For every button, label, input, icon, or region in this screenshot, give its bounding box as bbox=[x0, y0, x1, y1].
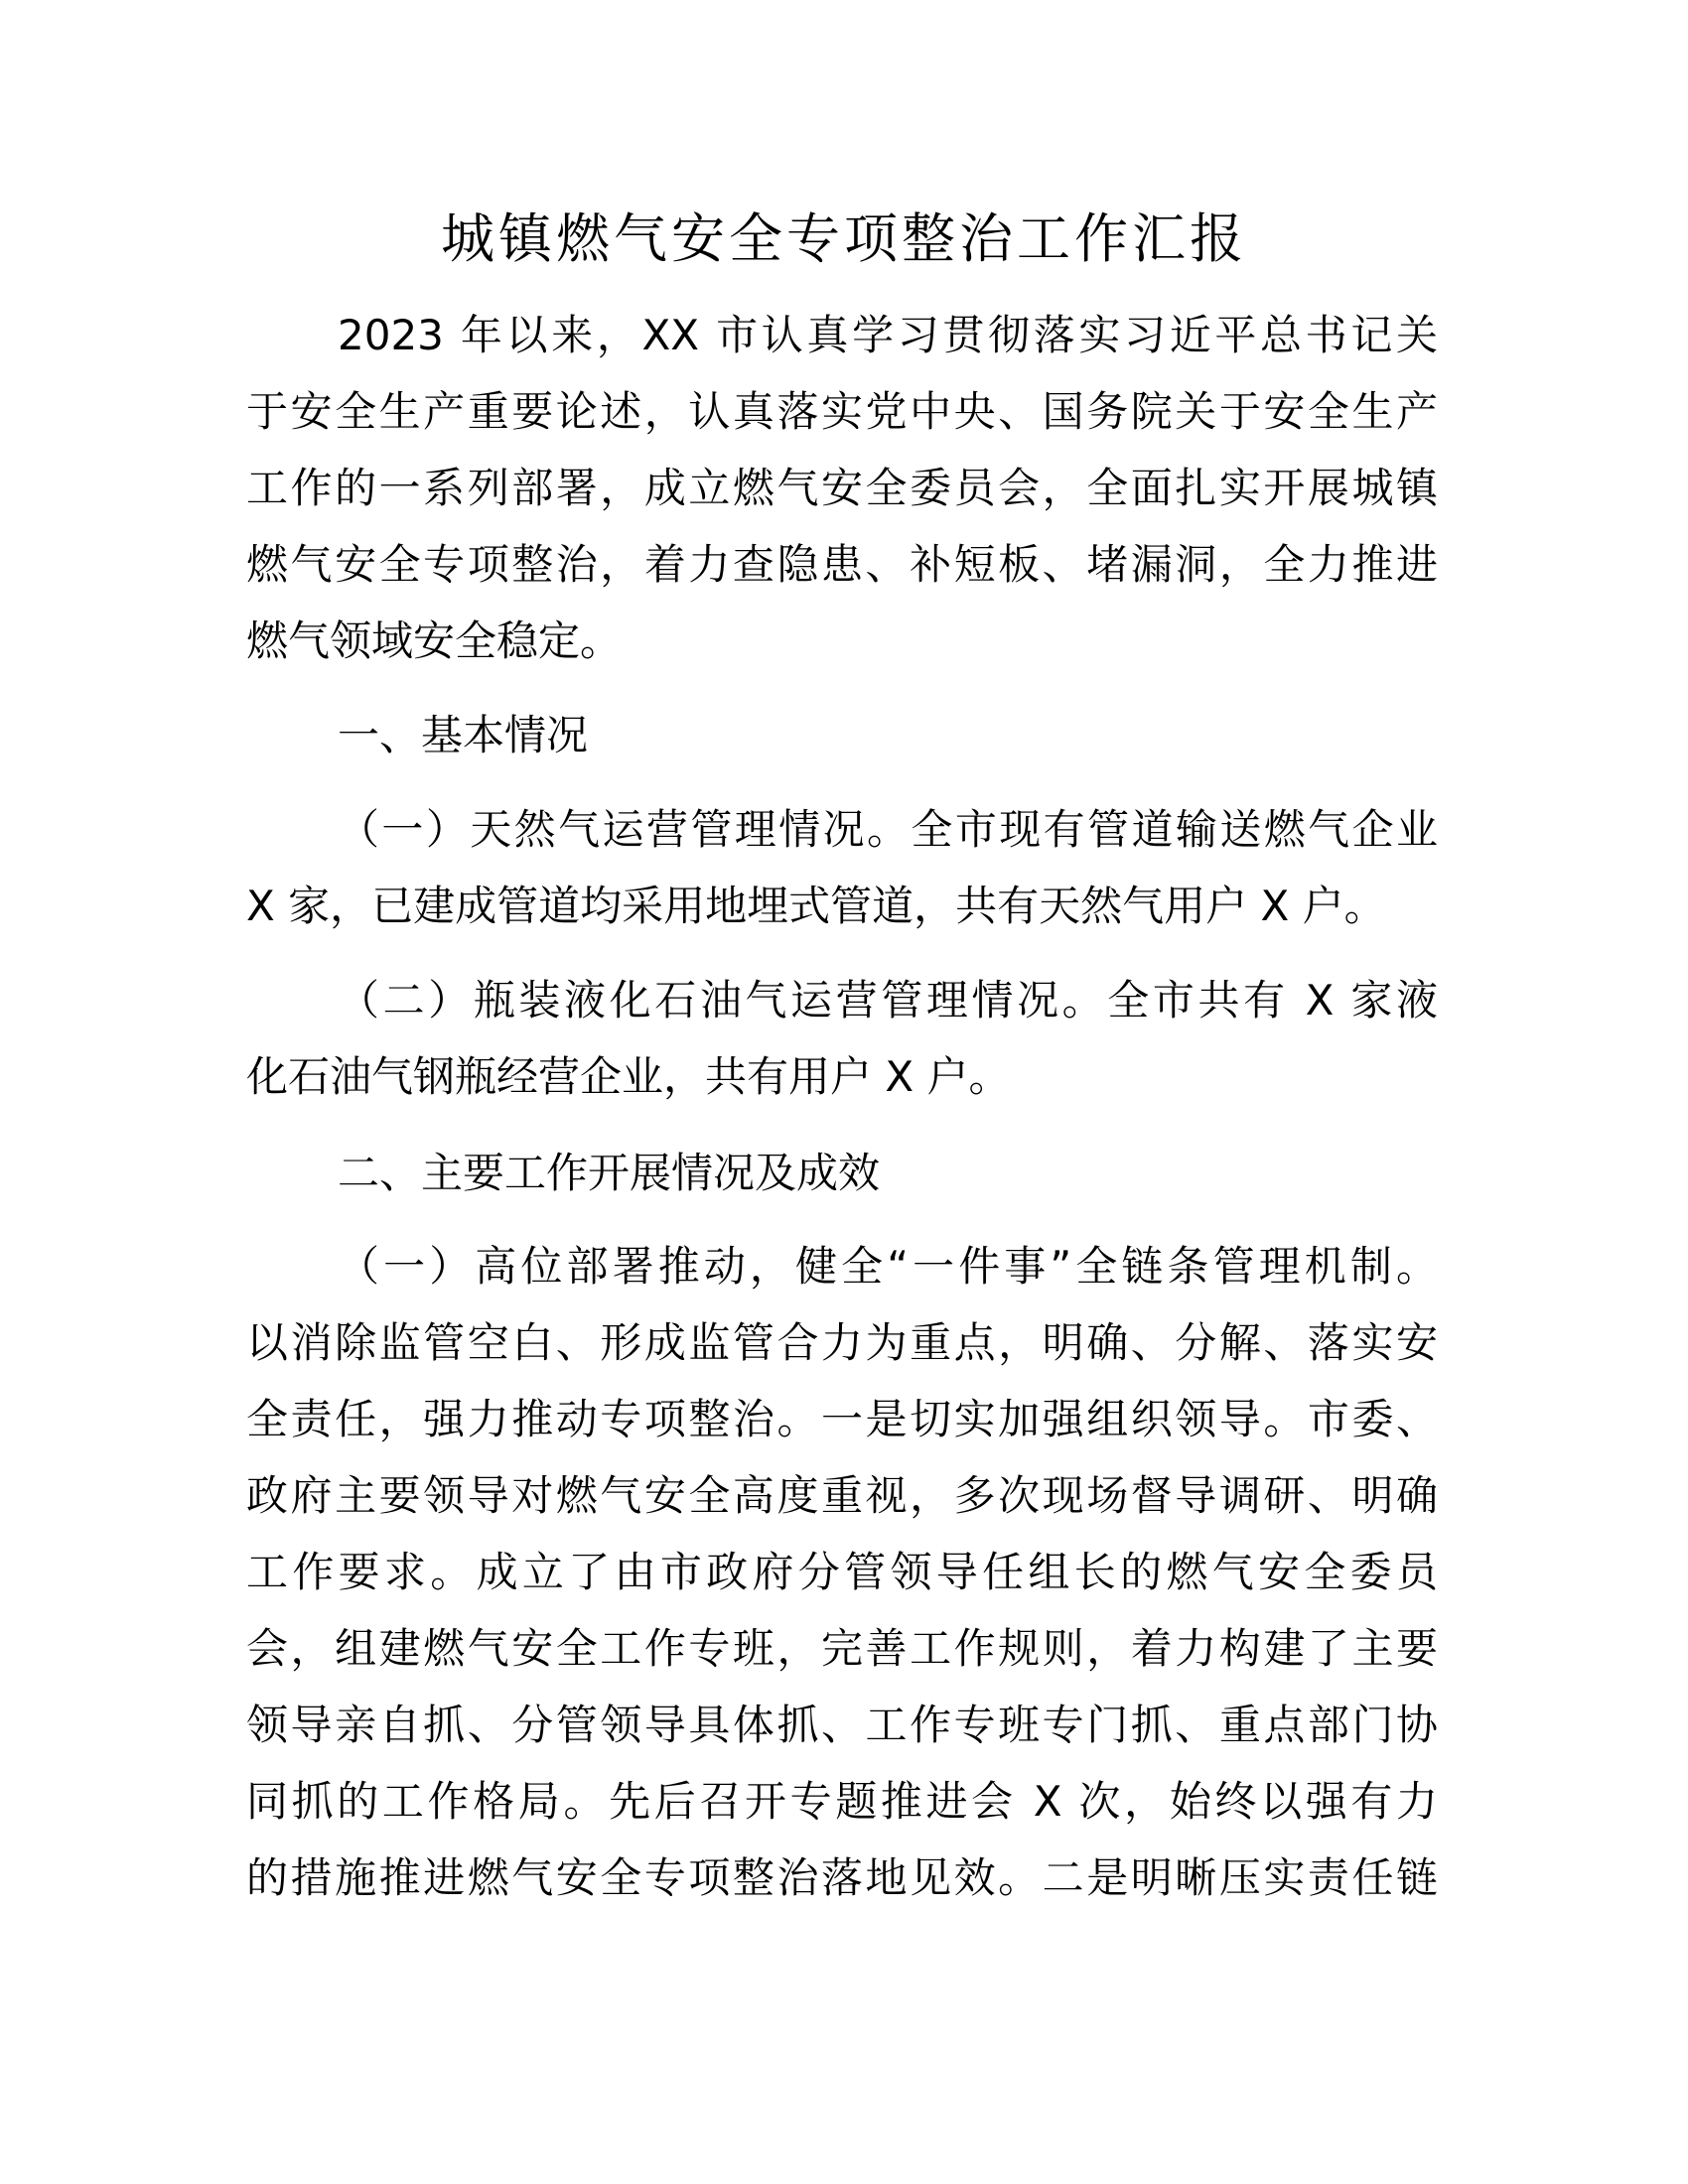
document-title: 城镇燃气安全专项整治工作汇报 bbox=[441, 207, 1247, 270]
body-paragraph-line: 政府主要领导对燃气安全高度重视，多次现场督导调研、明确 bbox=[246, 1471, 1438, 1520]
intro-paragraph-line: 工作的一系列部署，成立燃气安全委员会，全面扎实开展城镇 bbox=[246, 464, 1438, 512]
body-paragraph-line: （一）天然气运营管理情况。全市现有管道输送燃气企业 bbox=[338, 805, 1438, 854]
body-paragraph-line: 化石油气钢瓶经营企业，共有用户 X 户。 bbox=[246, 1052, 1011, 1101]
body-paragraph-line: 工作要求。成立了由市政府分管领导任组长的燃气安全委员 bbox=[246, 1548, 1438, 1596]
intro-paragraph-line: 于安全生产重要论述，认真落实党中央、国务院关于安全生产 bbox=[246, 387, 1438, 436]
body-paragraph-line: X 家，已建成管道均采用地埋式管道，共有天然气用户 X 户。 bbox=[246, 882, 1386, 930]
intro-paragraph-line: 燃气安全专项整治，着力查隐患、补短板、堵漏洞，全力推进 bbox=[246, 540, 1438, 589]
body-paragraph-line: （一）高位部署推动，健全“一件事”全链条管理机制。 bbox=[338, 1242, 1438, 1291]
body-paragraph-line: 同抓的工作格局。先后召开专题推进会 X 次，始终以强有力 bbox=[246, 1777, 1438, 1826]
body-paragraph-line: 领导亲自抓、分管领导具体抓、工作专班专门抓、重点部门协 bbox=[246, 1701, 1438, 1749]
body-paragraph-line: 以消除监管空白、形成监管合力为重点，明确、分解、落实安 bbox=[246, 1318, 1438, 1367]
section-heading-basic-situation: 一、基本情况 bbox=[338, 711, 589, 759]
body-paragraph-line: 全责任，强力推动专项整治。一是切实加强组织领导。市委、 bbox=[246, 1395, 1438, 1443]
body-paragraph-line: （二）瓶装液化石油气运营管理情况。全市共有 X 家液 bbox=[338, 976, 1438, 1024]
body-paragraph-line: 会，组建燃气安全工作专班，完善工作规则，着力构建了主要 bbox=[246, 1624, 1438, 1673]
intro-paragraph-line: 2023 年以来，XX 市认真学习贯彻落实习近平总书记关 bbox=[338, 311, 1438, 359]
section-heading-main-work: 二、主要工作开展情况及成效 bbox=[338, 1149, 881, 1197]
intro-paragraph-line: 燃气领域安全稳定。 bbox=[246, 616, 623, 665]
body-paragraph-line: 的措施推进燃气安全专项整治落地见效。二是明晰压实责任链 bbox=[246, 1853, 1438, 1902]
